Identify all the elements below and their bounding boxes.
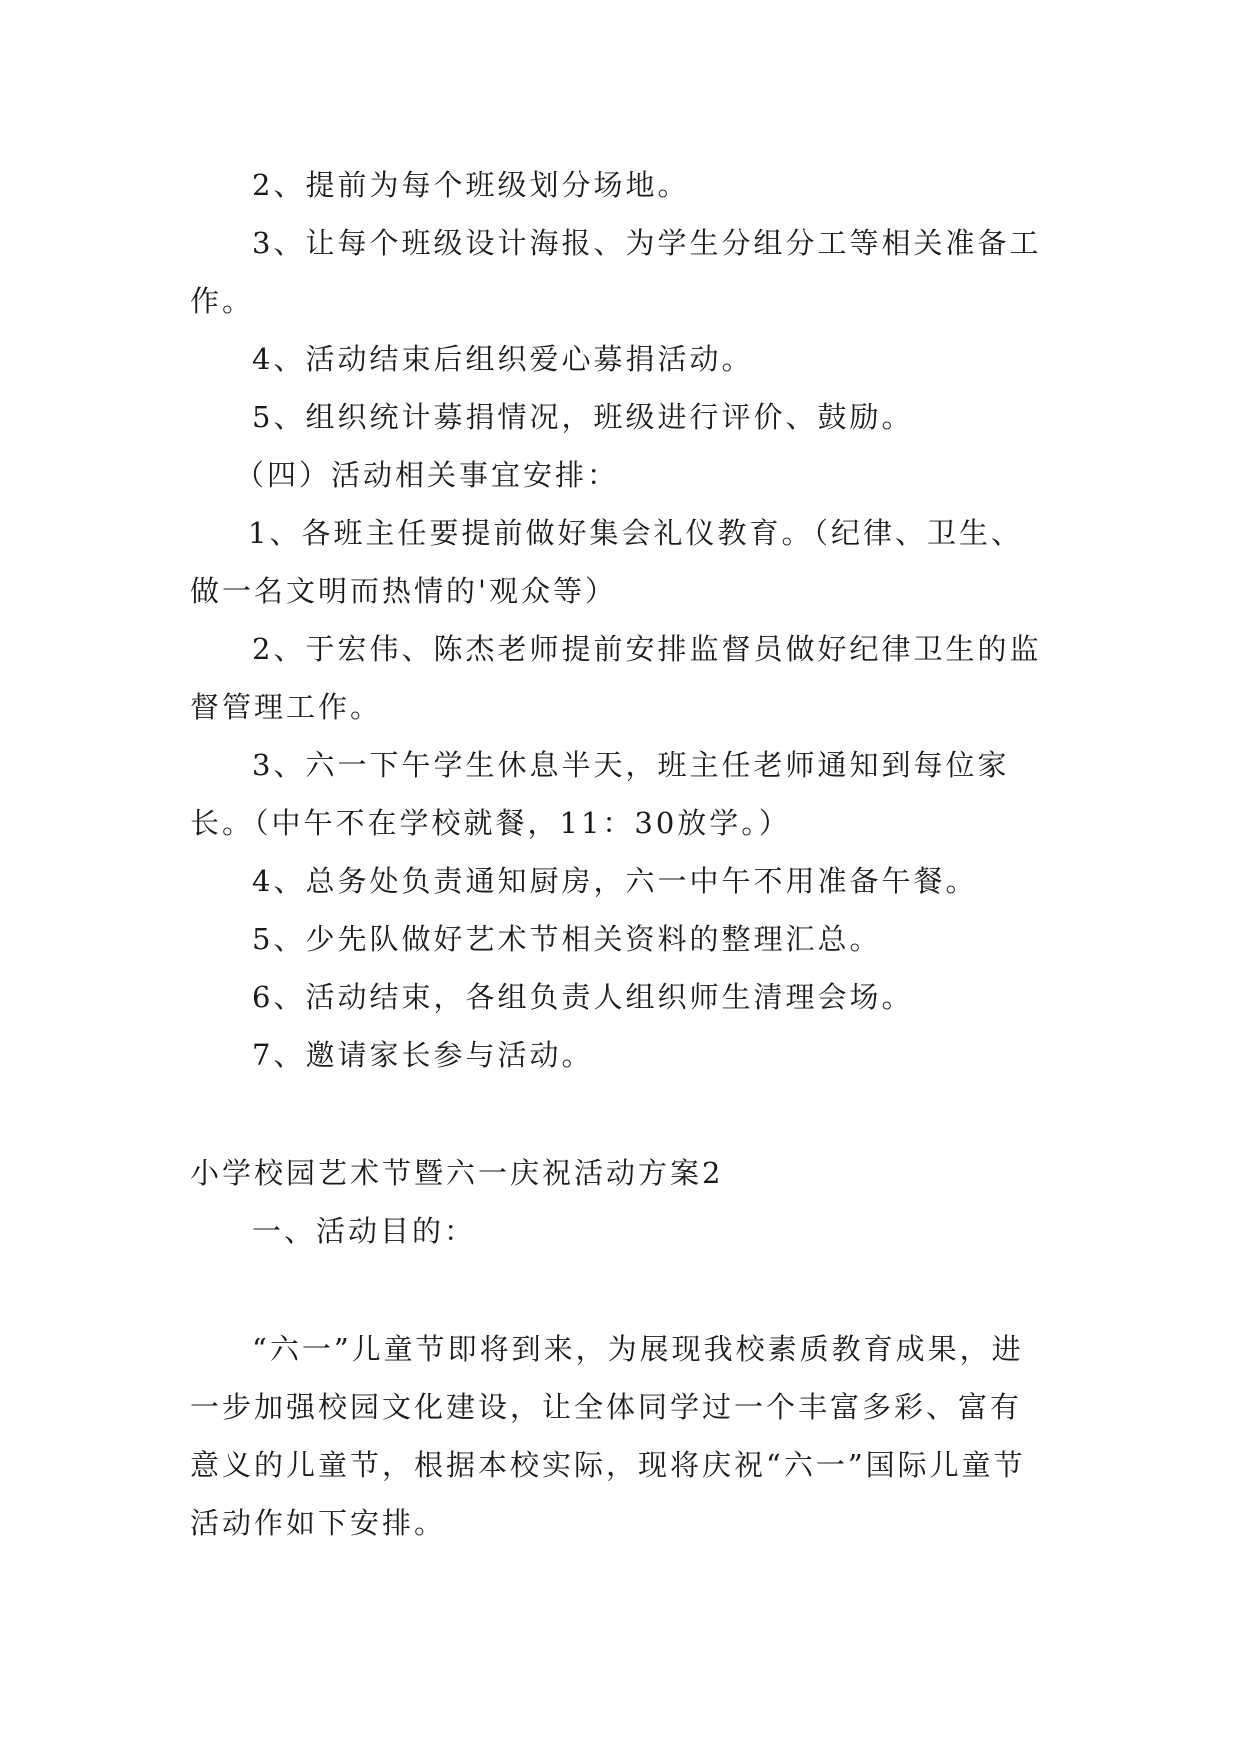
paragraph-item-2: 2、提前为每个班级划分场地。 [252,168,690,202]
subheading-purpose: 一、活动目的： [252,1214,477,1248]
purpose-body-paragraph: “六一”儿童节即将到来，为展现我校素质教育成果，进一步加强校园文化建设，让全体同学过一个丰富多彩、富有意义的儿童节，根据本校实际，现将庆祝“六一”国际儿童节活动作如下安排。 [190,1332,1026,1540]
arrangement-item-7: 7、邀请家长参与活动。 [252,1038,594,1072]
arrangement-item-6: 6、活动结束，各组负责人组织师生清理会场。 [252,980,914,1014]
paragraph-item-5: 5、组织统计募捐情况，班级进行评价、鼓励。 [252,400,914,434]
arrangement-item-2: 2、于宏伟、陈杰老师提前安排监督员做好纪律卫生的监督管理工作。 [190,632,1042,724]
arrangement-item-3: 3、六一下午学生休息半天，班主任老师通知到每位家长。（中午不在学校就餐，11：30放学。） [190,748,1010,840]
arrangement-item-5: 5、少先队做好艺术节相关资料的整理汇总。 [252,922,882,956]
arrangement-item-1: 1、各班主任要提前做好集会礼仪教育。（纪律、卫生、做一名文明而热情的'观众等） [190,516,1023,608]
arrangement-item-4: 4、总务处负责通知厨房，六一中午不用准备午餐。 [252,864,978,898]
section-title: 小学校园艺术节暨六一庆祝活动方案2 [190,1156,724,1190]
paragraph-item-3: 3、让每个班级设计海报、为学生分组分工等相关准备工作。 [190,226,1042,318]
section-heading-four: （四）活动相关事宜安排： [235,458,620,492]
paragraph-item-4: 4、活动结束后组织爱心募捐活动。 [252,342,754,376]
